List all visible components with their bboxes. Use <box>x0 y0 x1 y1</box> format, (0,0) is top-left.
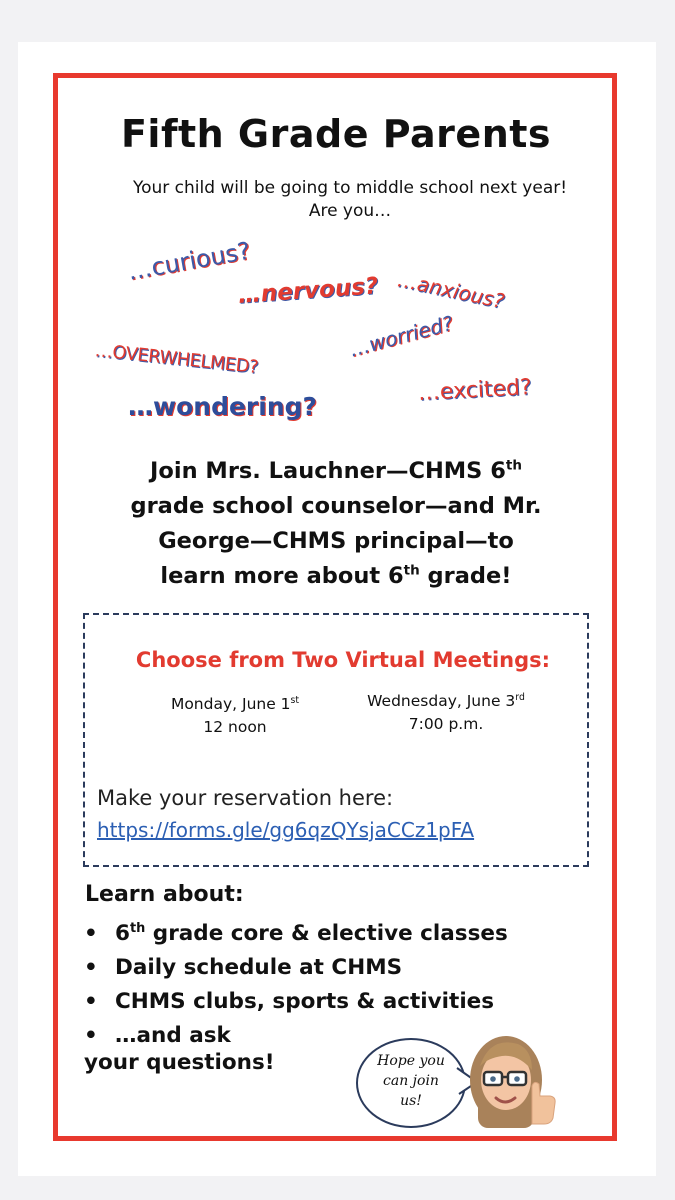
bubble-line-1: Hope you <box>377 1053 445 1069</box>
join-line-4b: grade! <box>419 563 512 589</box>
meeting-wednesday-time: 7:00 p.m. <box>408 715 484 733</box>
learn-list <box>84 918 508 1054</box>
bullet-icon: • <box>84 955 98 980</box>
word-overwhelmed: …OVERWHELMED? <box>93 340 260 379</box>
word-wondering: …wondering? <box>128 392 318 421</box>
join-line-1: Join Mrs. Lauchner—CHMS 6 <box>150 458 506 484</box>
word-curious: …curious? <box>125 236 253 286</box>
bullet-icon: • <box>84 921 98 946</box>
meetings-heading: Choose from Two Virtual Meetings: <box>135 648 551 672</box>
join-line-3: George—CHMS principal—to <box>158 528 514 554</box>
word-worried: …worried? <box>346 310 456 362</box>
reservation-link[interactable]: https://forms.gle/gg6qzQYsjaCCz1pFA <box>97 818 475 842</box>
list-item <box>84 918 508 952</box>
list-item <box>84 952 508 986</box>
learn-item-1-sup: th <box>129 920 146 936</box>
learn-heading: Learn about: <box>85 882 244 907</box>
meeting-wednesday-date: Wednesday, June 3 <box>367 692 516 710</box>
join-line-1-sup: th <box>505 457 522 474</box>
meeting-monday-sup: st <box>290 694 300 706</box>
bullet-icon: • <box>84 989 98 1014</box>
meeting-monday-time: 12 noon <box>203 718 267 736</box>
join-paragraph <box>60 454 612 594</box>
list-item <box>84 986 508 1020</box>
flyer-title: Fifth Grade Parents <box>120 112 552 156</box>
learn-item-4: …and ask <box>115 1023 231 1048</box>
join-line-4a: learn more about 6 <box>160 563 404 589</box>
learn-item-1-post: grade core & elective classes <box>145 921 508 946</box>
speech-bubble-text <box>356 1051 466 1111</box>
word-anxious: …anxious? <box>395 267 507 314</box>
meeting-monday <box>140 693 330 739</box>
learn-item-1-pre: 6 <box>115 921 130 946</box>
bullet-icon: • <box>84 1023 98 1048</box>
bubble-line-3: us! <box>400 1093 422 1109</box>
reservation-label: Make your reservation here: <box>97 786 394 810</box>
memoji-avatar-icon <box>462 1020 562 1128</box>
learn-tail: your questions! <box>84 1050 275 1075</box>
join-line-4-sup: th <box>403 562 420 579</box>
intro-line-2: Are you… <box>308 201 392 221</box>
meeting-wednesday <box>348 690 544 736</box>
meeting-wednesday-sup: rd <box>515 691 525 703</box>
join-line-2: grade school counselor—and Mr. <box>130 493 542 519</box>
learn-item-3: CHMS clubs, sports & activities <box>115 989 495 1014</box>
word-excited: …excited? <box>417 375 533 406</box>
meeting-monday-date: Monday, June 1 <box>170 695 291 713</box>
intro-text <box>70 177 630 223</box>
word-nervous: …nervous? <box>237 273 380 309</box>
intro-line-1: Your child will be going to middle school next year! <box>132 178 568 198</box>
bubble-line-2: can join <box>383 1073 439 1089</box>
learn-item-2: Daily schedule at CHMS <box>115 955 403 980</box>
